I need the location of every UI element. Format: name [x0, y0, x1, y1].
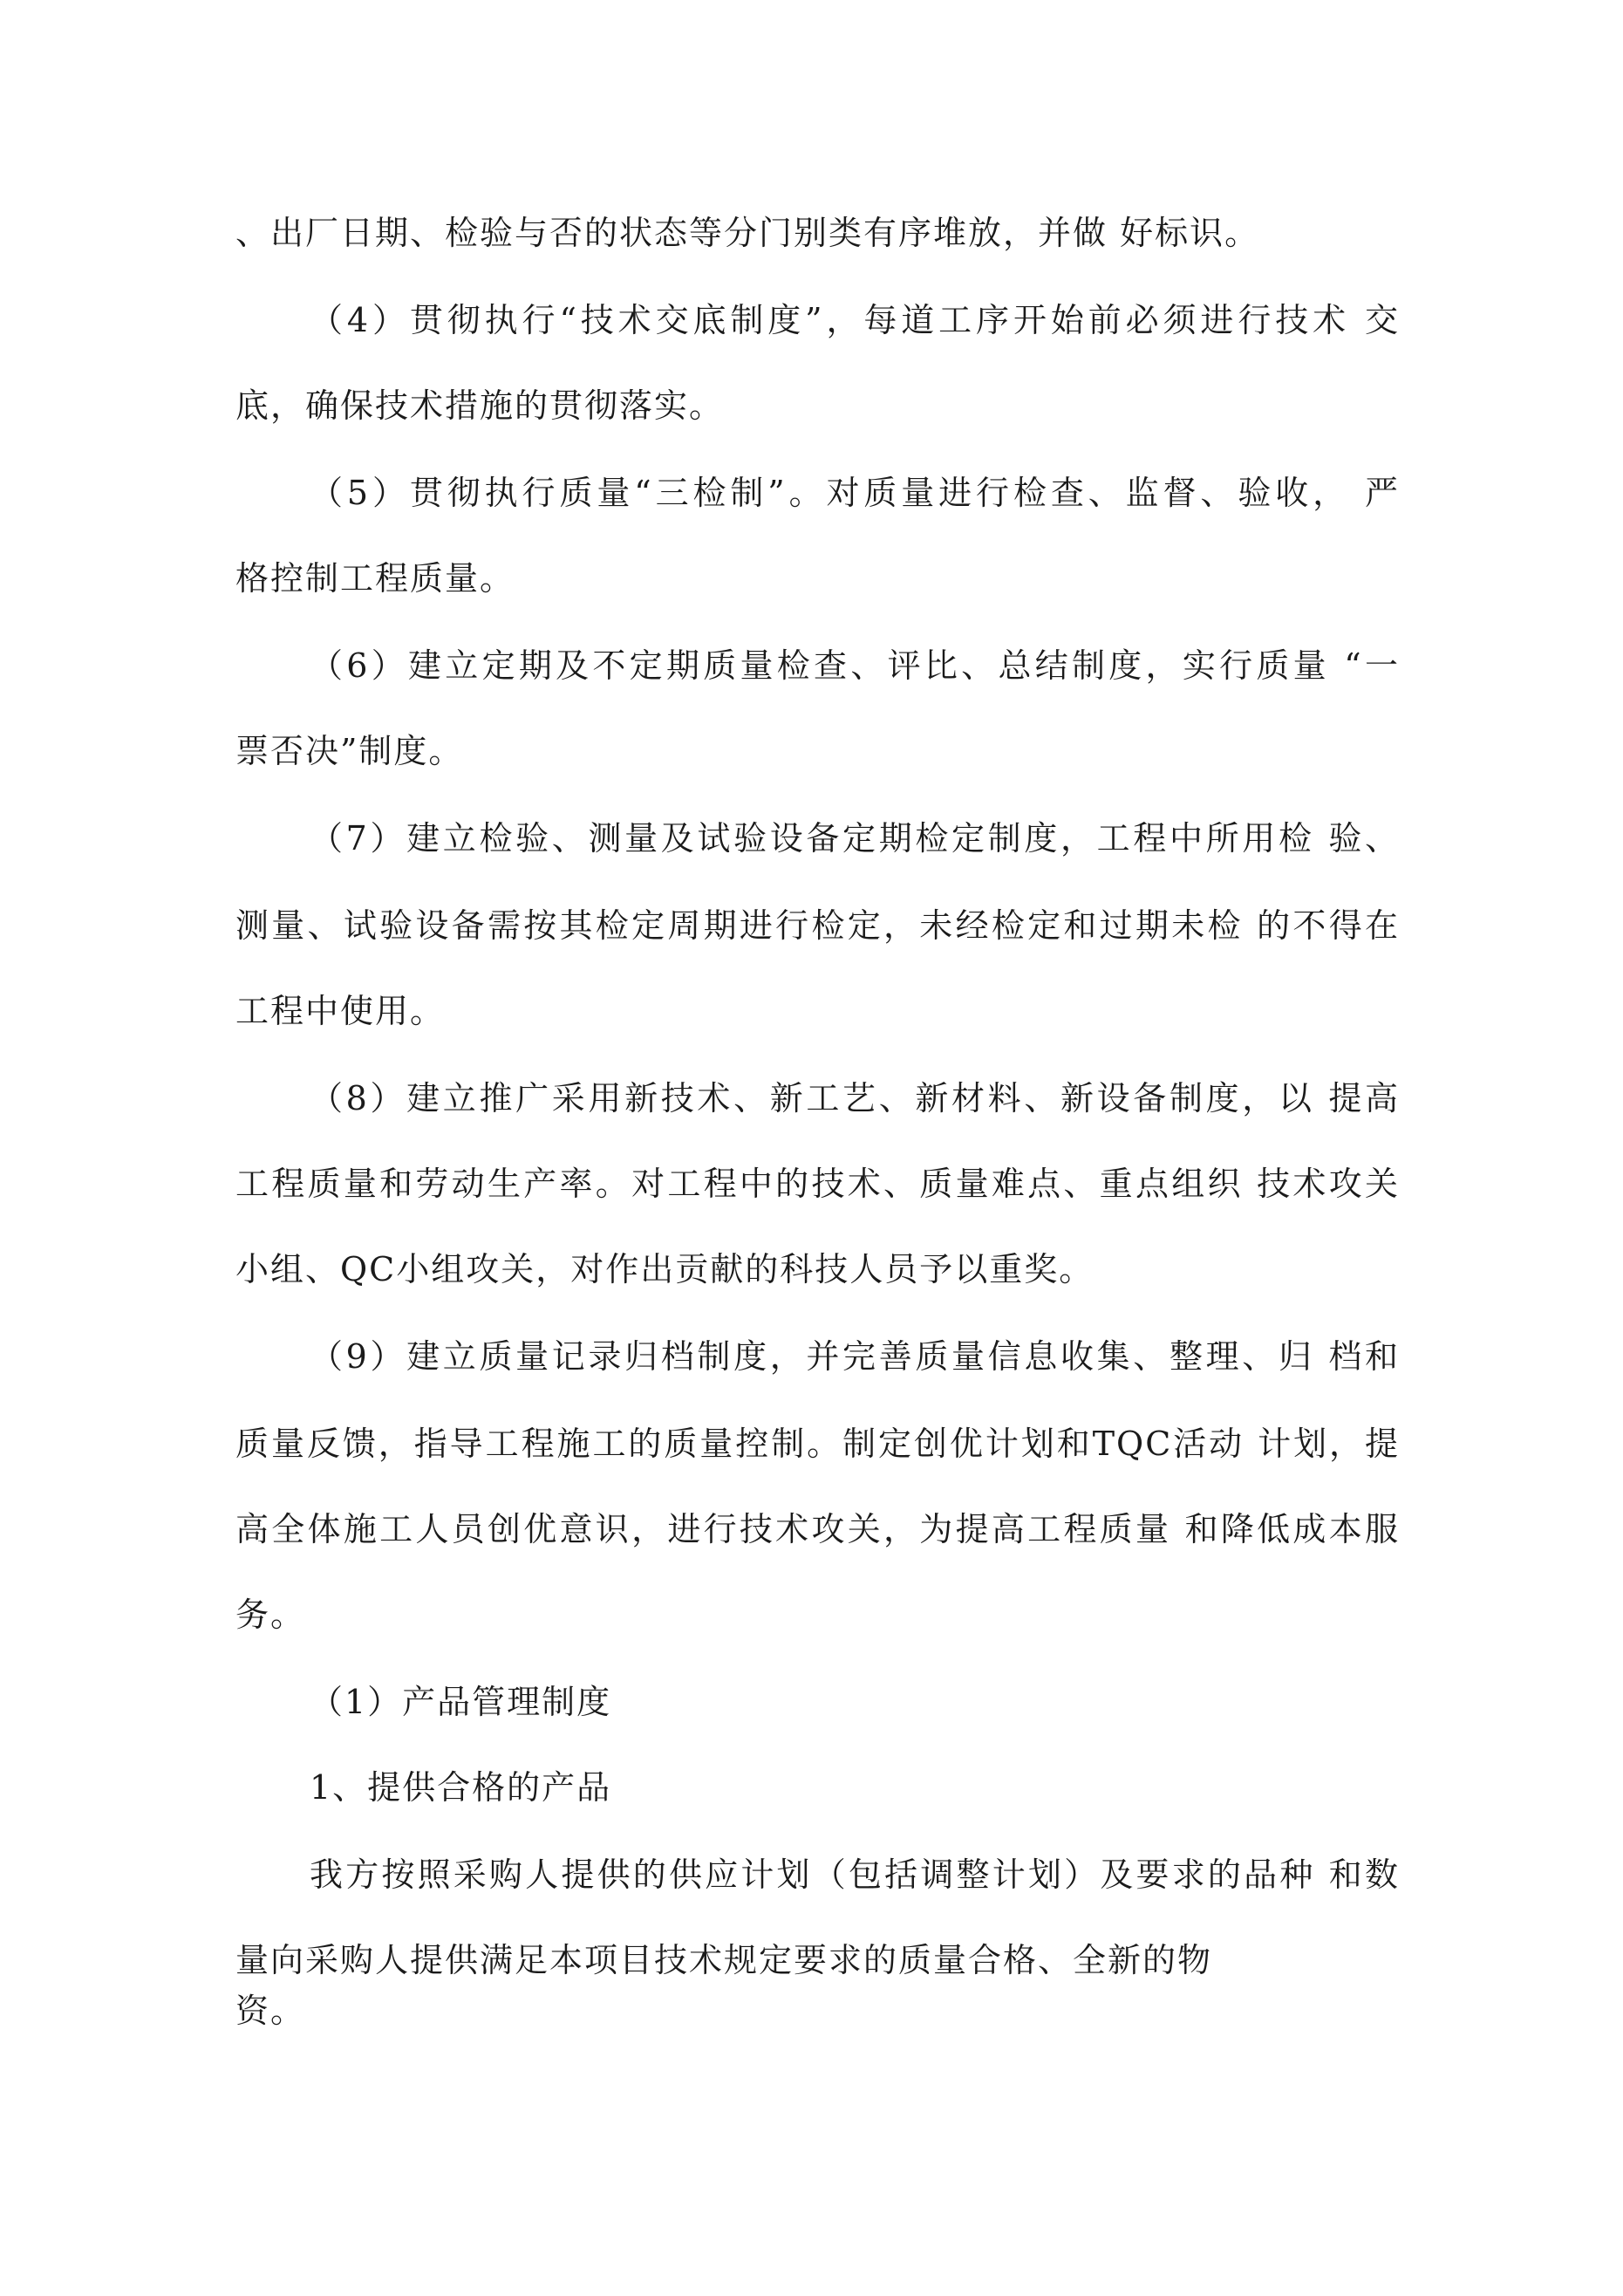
text-line-5: 格控制工程质量。: [235, 559, 515, 598]
text-line-11: （8）建立推广采用新技术、新工艺、新材料、新设备制度，以 提高: [310, 1079, 1400, 1117]
text-line-7: 票否决”制度。: [235, 732, 464, 770]
text-line-1: 、出厂日期、检验与否的状态等分门别类有序堆放，并做 好标识。: [235, 214, 1260, 252]
text-line-8: （7）建立检验、测量及试验设备定期检定制度，工程中所用检 验、: [310, 819, 1400, 858]
text-line-19: 1、提供合格的产品: [310, 1768, 612, 1807]
text-line-4: （5）贯彻执行质量“三检制”。对质量进行检查、监督、验收， 严: [310, 474, 1400, 512]
text-line-21: 量向采购人提供满足本项目技术规定要求的质量合格、全新的物: [235, 1941, 1213, 1979]
text-line-20: 我方按照采购人提供的供应计划（包括调整计划）及要求的品种 和数: [310, 1855, 1400, 1894]
text-line-3: 底，确保技术措施的贯彻落实。: [235, 386, 725, 425]
text-line-17: 务。: [235, 1596, 306, 1634]
text-line-10: 工程中使用。: [235, 992, 446, 1030]
text-line-6: （6）建立定期及不定期质量检查、评比、总结制度，实行质量 “一: [310, 646, 1400, 685]
text-line-12: 工程质量和劳动生产率。对工程中的技术、质量难点、重点组织 技术攻关: [235, 1165, 1400, 1203]
text-line-15: 质量反馈，指导工程施工的质量控制。制定创优计划和TQC活动 计划，提: [235, 1425, 1400, 1463]
text-line-14: （9）建立质量记录归档制度，并完善质量信息收集、整理、归 档和: [310, 1337, 1400, 1376]
text-line-18: （1）产品管理制度: [310, 1683, 612, 1721]
text-line-2: （4）贯彻执行“技术交底制度”，每道工序开始前必须进行技术 交: [310, 301, 1400, 339]
text-line-9: 测量、试验设备需按其检定周期进行检定，未经检定和过期未检 的不得在: [235, 906, 1400, 945]
text-line-16: 高全体施工人员创优意识，进行技术攻关，为提高工程质量 和降低成本服: [235, 1510, 1400, 1548]
text-line-22: 资。: [235, 1992, 306, 2030]
text-line-13: 小组、QC小组攻关，对作出贡献的科技人员予以重奖。: [235, 1250, 1095, 1288]
